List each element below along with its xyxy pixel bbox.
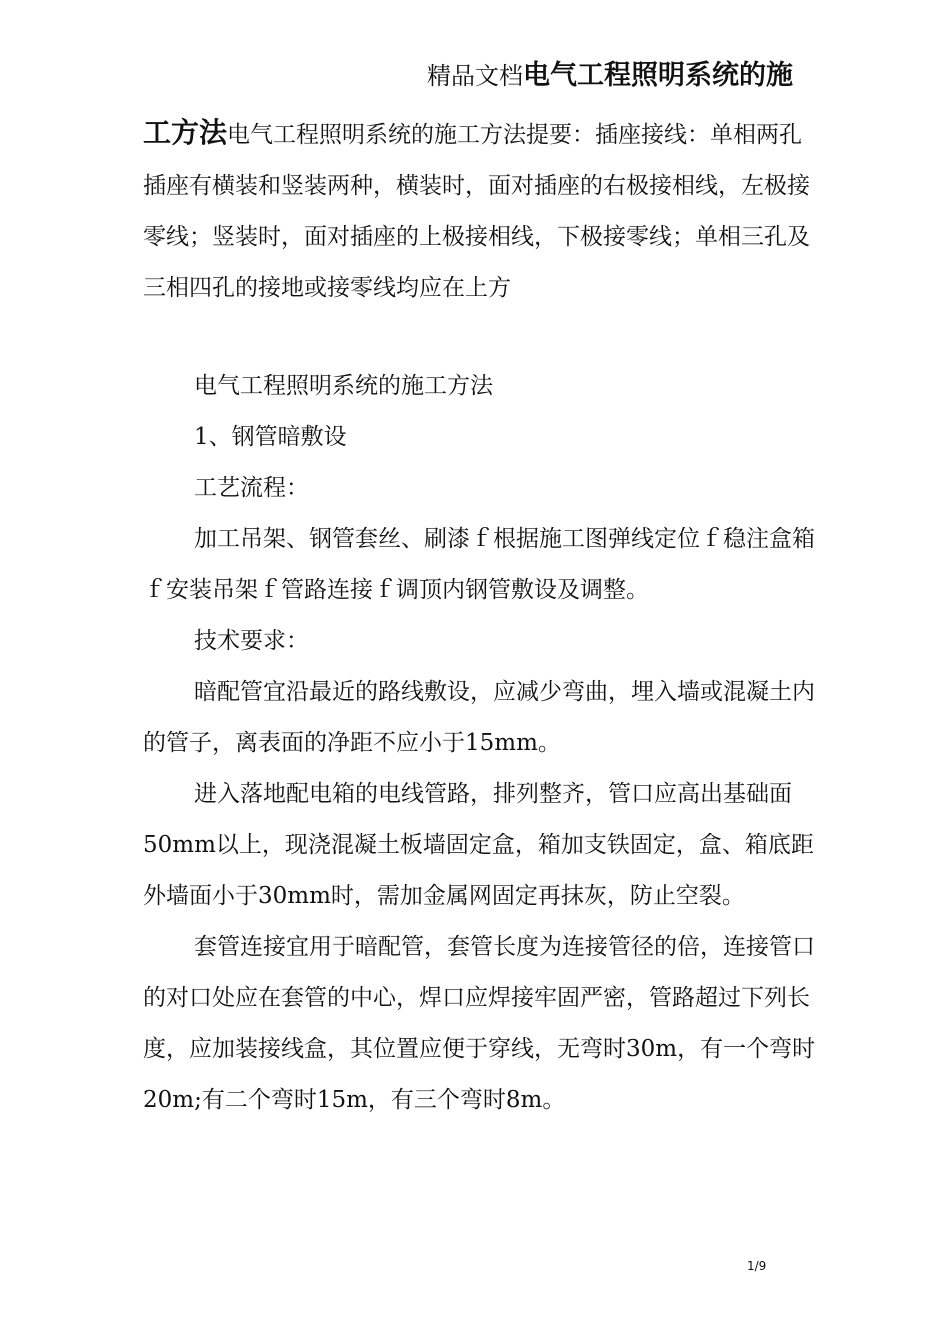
requirements-label: 技术要求： (194, 628, 309, 654)
section-heading: 电气工程照明系统的施工方法 (194, 373, 493, 399)
intro-paragraph (143, 107, 823, 314)
page-number: 1/9 (747, 1259, 767, 1273)
process-flow-text: 加工吊架、钢管套丝、刷漆ｆ根据施工图弹线定位ｆ稳注盒箱ｆ安装吊架ｆ管路连接ｆ调顶内钢管敷设及调整。 (143, 526, 815, 603)
process-label: 工艺流程： (194, 475, 309, 501)
requirement-paragraph: 套管连接宜用于暗配管，套管长度为连接管径的倍，连接管口的对口处应在套管的中心，焊口应焊接牢固严密，管路超过下列长度，应加装接线盒，其位置应便于穿线，无弯时30m，有一个弯时20m;有二个弯时15m，有三个弯时8m。 (143, 934, 816, 1113)
requirement-paragraph: 进入落地配电箱的电线管路，排列整齐，管口应高出基础面50mm以上，现浇混凝土板墙固定盒，箱加支铁固定，盒、箱底距外墙面小于30mm时，需加金属网固定再抹灰，防止空裂。 (143, 781, 814, 909)
document-title-part1: 电气工程照明系统的施 (523, 60, 793, 91)
header-brand: 精品文档 (427, 62, 523, 90)
requirement-paragraph: 暗配管宜沿最近的路线敷设，应减少弯曲，埋入墙或混凝土内的管子，离表面的净距不应小于15mm。 (143, 679, 815, 756)
body-text (143, 361, 833, 1126)
header-line (427, 56, 793, 96)
subsection-heading: 1、钢管暗敷设 (194, 424, 347, 450)
intro-summary: 电气工程照明系统的施工方法提要：插座接线：单相两孔插座有横装和竖装两种，横装时，面对插座的右极接相线，左极接零线；竖装时，面对插座的上极接相线，下极接零线；单相三孔及三相四孔的接地或接零线均应在上方 (143, 122, 810, 301)
document-title-part2: 工方法 (143, 116, 228, 149)
